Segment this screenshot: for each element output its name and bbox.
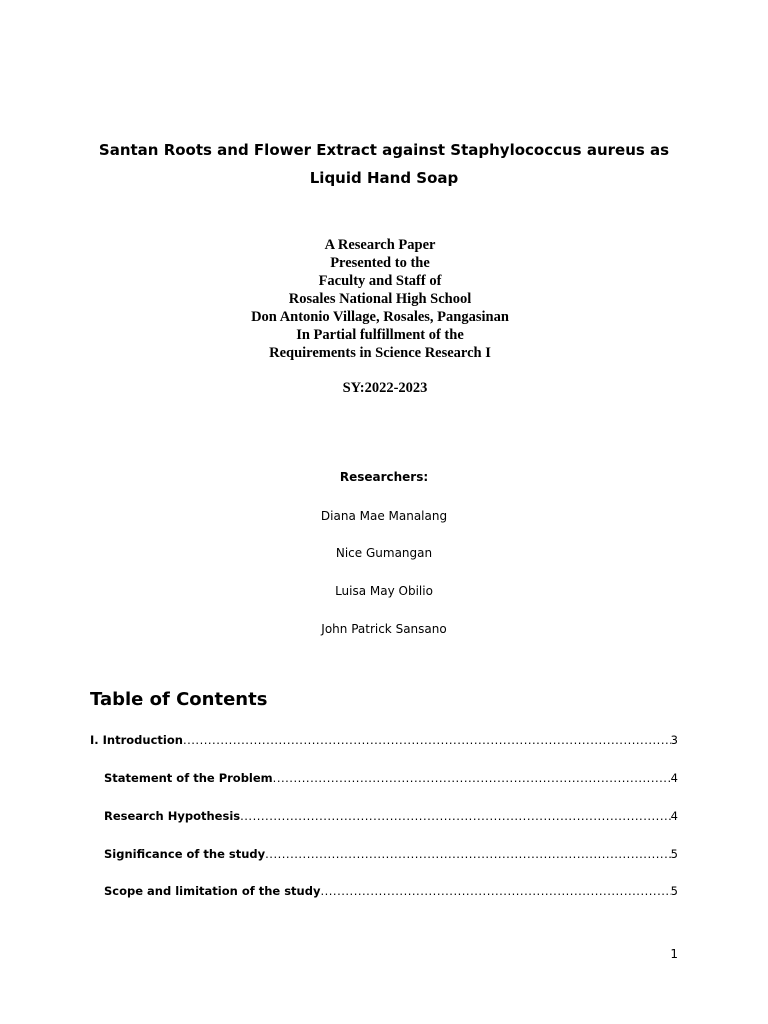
toc-entry-label: Scope and limitation of the study: [104, 884, 321, 898]
page-number: 1: [670, 947, 678, 961]
toc-entry-significance[interactable]: [104, 846, 678, 862]
toc-leader-dots: [183, 732, 671, 748]
presentation-line: Requirements in Science Research I: [269, 345, 491, 361]
presentation-line: In Partial fulfillment of the: [296, 327, 464, 343]
toc-entry-statement-of-problem[interactable]: [104, 770, 678, 786]
toc-entry-label: Research Hypothesis: [104, 809, 241, 823]
toc-entry-scope-limitation[interactable]: [104, 883, 678, 899]
school-year: SY:2022-2023: [342, 380, 428, 396]
presentation-line: Don Antonio Village, Rosales, Pangasinan: [251, 309, 509, 325]
researcher-name: John Patrick Sansano: [321, 622, 447, 636]
toc-leader-dots: [265, 846, 671, 862]
toc-leader-dots: [240, 808, 671, 824]
document-title: Santan Roots and Flower Extract against Staphylococcus aureus as Liquid Hand Soap: [98, 141, 670, 187]
toc-entry-page: 5: [670, 847, 678, 861]
presentation-line: Faculty and Staff of: [318, 273, 442, 289]
toc-entry-research-hypothesis[interactable]: [104, 808, 678, 824]
toc-entry-label: I. Introduction: [90, 733, 183, 747]
toc-entry-page: 4: [670, 809, 678, 823]
toc-entry-page: 3: [670, 733, 678, 747]
researcher-name: Nice Gumangan: [335, 546, 433, 560]
researchers-heading: Researchers:: [339, 470, 429, 484]
researcher-name: Luisa May Obilio: [335, 584, 433, 598]
researcher-name: Diana Mae Manalang: [320, 509, 448, 523]
toc-entry-introduction[interactable]: [90, 732, 678, 748]
toc-entry-page: 4: [670, 771, 678, 785]
presentation-line: Presented to the: [330, 255, 430, 271]
toc-entry-label: Statement of the Problem: [104, 771, 273, 785]
presentation-block: [180, 236, 580, 362]
toc-entry-page: 5: [670, 884, 678, 898]
presentation-line: Rosales National High School: [288, 291, 472, 307]
presentation-line: A Research Paper: [324, 237, 436, 253]
toc-entry-label: Significance of the study: [104, 847, 266, 861]
toc-leader-dots: [320, 883, 670, 899]
toc-title: Table of Contents: [90, 689, 268, 710]
toc-leader-dots: [273, 770, 671, 786]
